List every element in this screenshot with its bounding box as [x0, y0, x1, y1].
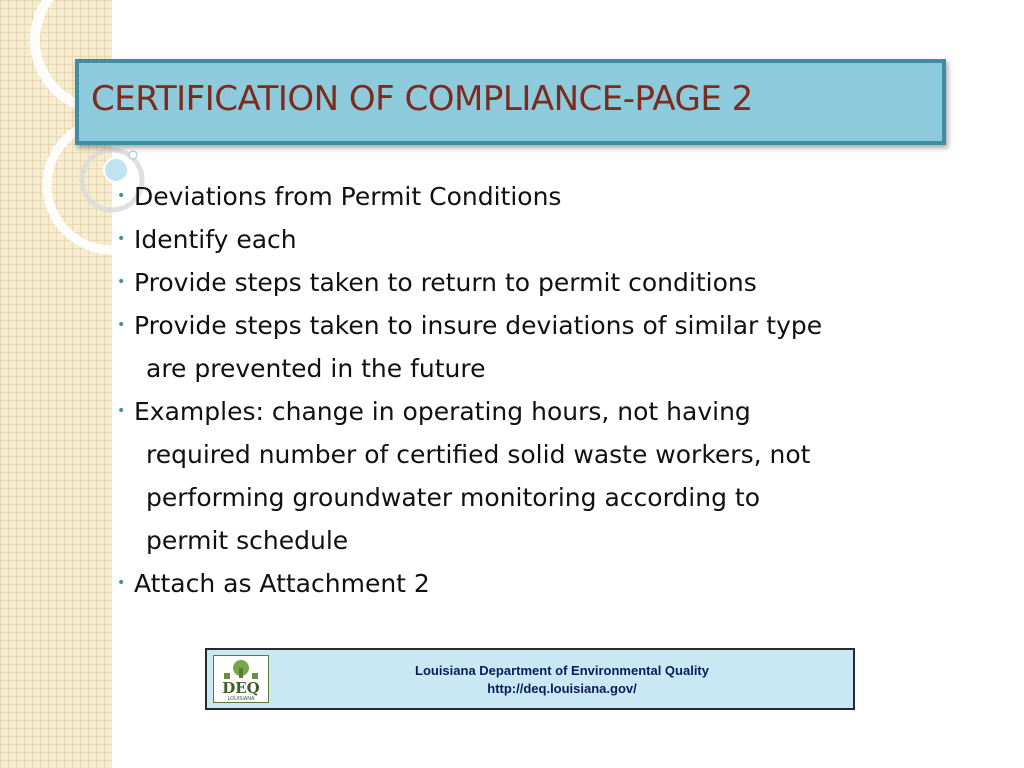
- bullet-dot: •: [117, 403, 126, 419]
- bullet-line: Deviations from Permit Conditions: [134, 182, 562, 211]
- footer-banner: [205, 648, 855, 710]
- bullet-item: [114, 261, 954, 304]
- bullet-item: [114, 562, 954, 605]
- footer-url-link[interactable]: http://deq.louisiana.gov/: [487, 681, 637, 696]
- deq-logo-icon: [214, 656, 268, 702]
- bullet-line: Provide steps taken to return to permit conditions: [134, 268, 757, 297]
- bullet-line-continued: are prevented in the future: [146, 354, 486, 383]
- bullet-item: [114, 304, 954, 390]
- logo-text: DEQ: [222, 679, 260, 697]
- logo-subtext: LOUISIANA: [227, 696, 255, 702]
- bullet-text: [134, 218, 297, 261]
- bullet-dot: •: [117, 231, 126, 247]
- bullet-dot: •: [117, 188, 126, 204]
- bullet-dot: •: [117, 274, 126, 290]
- bullet-line-continued: required number of certified solid waste workers, not: [146, 440, 811, 469]
- decorative-bubble-small: [129, 151, 137, 159]
- bullet-text: [134, 390, 810, 562]
- bullet-line-continued: permit schedule: [146, 526, 349, 555]
- bullet-list: [114, 175, 954, 605]
- bullet-item: [114, 390, 954, 562]
- bullet-line-continued: performing groundwater monitoring according to: [146, 483, 760, 512]
- footer-organization: Louisiana Department of Environmental Quality: [415, 663, 709, 678]
- slide-title: CERTIFICATION OF COMPLIANCE-PAGE 2: [91, 79, 753, 119]
- bullet-text: [134, 261, 757, 304]
- bullet-item: [114, 218, 954, 261]
- bullet-item: [114, 175, 954, 218]
- bullet-line: Provide steps taken to insure deviations of similar type: [134, 311, 823, 340]
- deq-logo: [213, 655, 269, 703]
- title-box: [75, 59, 946, 145]
- bullet-line: Examples: change in operating hours, not having: [134, 397, 751, 426]
- bullet-dot: •: [117, 317, 126, 333]
- bullet-line: Attach as Attachment 2: [134, 569, 430, 598]
- footer-text: [277, 662, 847, 698]
- bullet-text: [134, 562, 430, 605]
- bullet-line: Identify each: [134, 225, 297, 254]
- bullet-text: [134, 175, 561, 218]
- bullet-dot: •: [117, 575, 126, 591]
- bullet-text: [134, 304, 822, 390]
